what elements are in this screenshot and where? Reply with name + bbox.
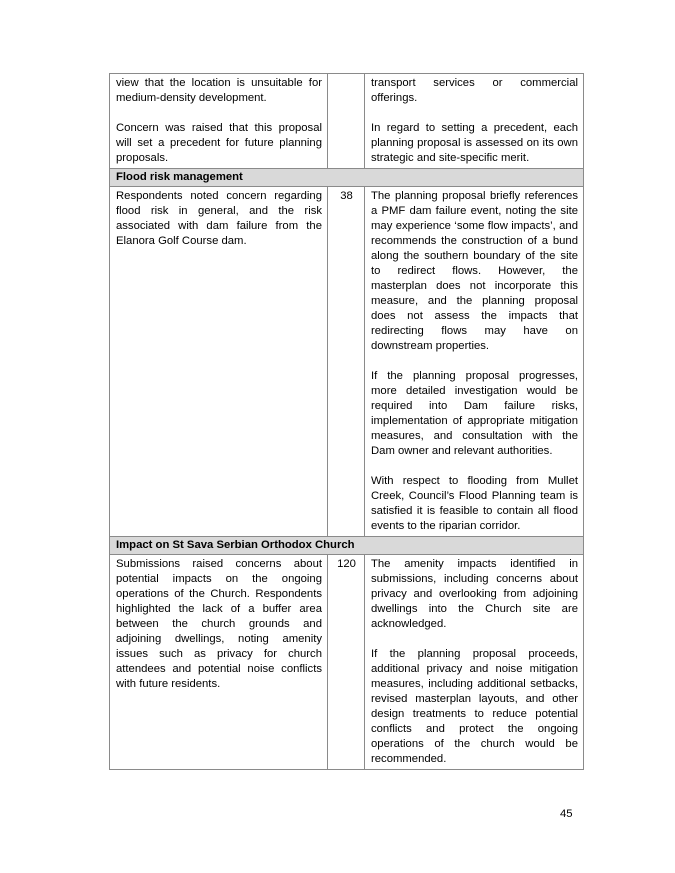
table-row [110, 555, 584, 770]
table-row [110, 74, 584, 169]
response-text: The amenity impacts identified in submissions, including concerns about privacy and overlooking from adjoining dwellings into the Church site are acknowledged. [371, 558, 578, 630]
response-text: If the planning proposal progresses, more detailed investigation would be required into Dam failure risks, implementation of appropriate mitigation measures, and consultation with the Dam owner and relevant authorities. [371, 370, 578, 457]
response-text: With respect to flooding from Mullet Creek, Council’s Flood Planning team is satisfied it is feasible to contain all flood events to the riparian corridor. [371, 475, 578, 532]
section-heading-row [110, 169, 584, 187]
submission-count: 38 [328, 187, 365, 537]
submissions-table [109, 73, 584, 770]
submission-cell [110, 555, 328, 770]
submission-cell [110, 74, 328, 169]
response-text: The planning proposal briefly references a PMF dam failure event, noting the site may experience ‘some flow impacts’, and recommends the construction of a bund along the southern boundary of the site to redirect flows. However, the masterplan does not incorporate this measure, and the planning proposal does not assess the impacts that redirecting flows may have on downstream properties. [371, 190, 578, 352]
response-cell [365, 187, 584, 537]
submission-text: view that the location is unsuitable for medium-density development. [116, 77, 322, 104]
submission-count [328, 74, 365, 169]
table-row [110, 187, 584, 537]
response-text: In regard to setting a precedent, each planning proposal is assessed on its own strategic and site-specific merit. [371, 122, 578, 164]
response-text: If the planning proposal proceeds, additional privacy and noise mitigation measures, including additional setbacks, revised masterplan layouts, and other design treatments to reduce potential conflicts and protect the ongoing operations of the church would be recommended. [371, 648, 578, 765]
submission-text: Submissions raised concerns about potential impacts on the ongoing operations of the Church. Respondents highlighted the lack of a buffer area between the church grounds and adjoining dwellings, noting amenity issues such as privacy for church attendees and potential noise conflicts with future residents. [116, 558, 322, 690]
page-number: 45 [560, 808, 573, 820]
section-heading: Impact on St Sava Serbian Orthodox Church [110, 537, 584, 555]
submission-count: 120 [328, 555, 365, 770]
submission-text: Concern was raised that this proposal will set a precedent for future planning proposals. [116, 122, 322, 164]
section-heading: Flood risk management [110, 169, 584, 187]
response-cell [365, 555, 584, 770]
section-heading-row [110, 537, 584, 555]
submission-cell [110, 187, 328, 537]
submission-text: Respondents noted concern regarding flood risk in general, and the risk associated with dam failure from the Elanora Golf Course dam. [116, 190, 322, 247]
response-text: transport services or commercial offerings. [371, 77, 578, 104]
response-cell [365, 74, 584, 169]
